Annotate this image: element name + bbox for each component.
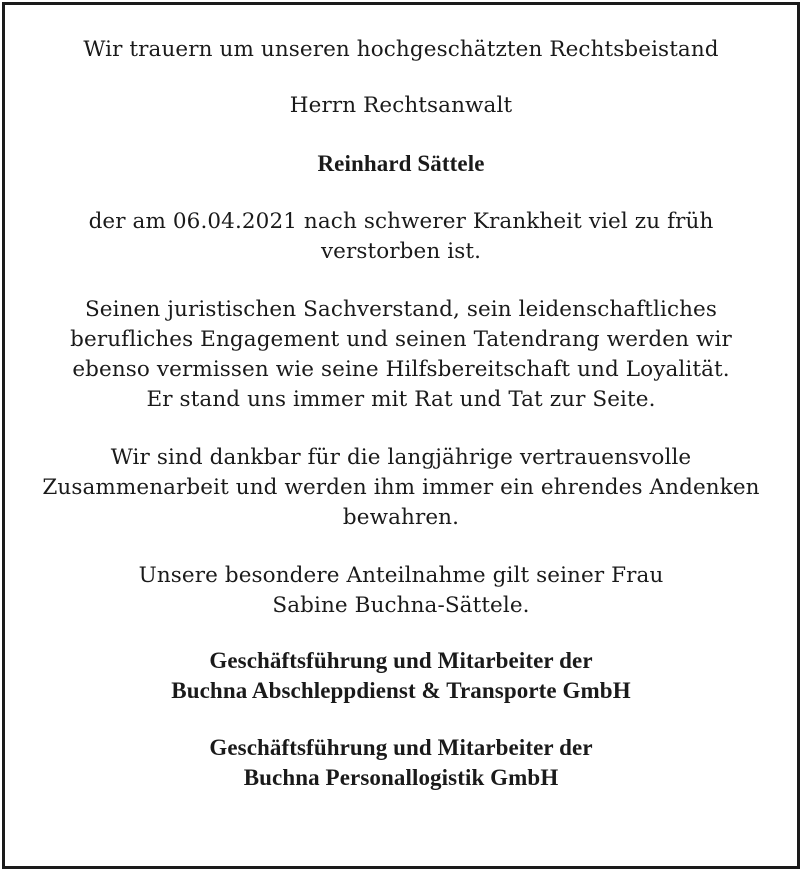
- thanks-line: bewahren.: [342, 505, 460, 530]
- date-line: der am 06.04.2021 nach schwerer Krankheit viel zu früh: [88, 209, 714, 234]
- praise-paragraph: [5, 295, 797, 415]
- name-line: Reinhard Sättele: [317, 151, 485, 176]
- praise-line: Er stand uns immer mit Rat und Tat zur Seite.: [146, 387, 656, 412]
- thanks-paragraph: [5, 443, 797, 533]
- deceased-title: [5, 91, 797, 121]
- thanks-line: Wir sind dankbar für die langjährige vertrauensvolle: [110, 445, 692, 470]
- obituary-frame: [2, 2, 800, 869]
- condolence-line: Unsere besondere Anteilnahme gilt seiner Frau: [138, 563, 664, 588]
- death-date-text: [5, 207, 797, 267]
- praise-line: Seinen juristischen Sachverstand, sein leidenschaftliches: [84, 297, 718, 322]
- praise-line: berufliches Engagement und seinen Tatendrang werden wir: [70, 327, 732, 352]
- signature-line: Geschäftsführung und Mitarbeiter der: [209, 735, 593, 760]
- praise-line: ebenso vermissen wie seine Hilfsbereitschaft und Loyalität.: [72, 357, 730, 382]
- signature-block-2: [5, 733, 797, 793]
- thanks-line: Zusammenarbeit und werden ihm immer ein ehrendes Andenken: [42, 475, 760, 500]
- title-line: Herrn Rechtsanwalt: [289, 93, 513, 118]
- signature-block-1: [5, 646, 797, 706]
- condolence-line: Sabine Buchna-Sättele.: [272, 593, 530, 618]
- obituary-content: [5, 35, 797, 793]
- condolence-paragraph: [5, 561, 797, 621]
- signature-line: Geschäftsführung und Mitarbeiter der: [209, 648, 593, 673]
- signature-company: Buchna Personallogistik GmbH: [243, 765, 559, 790]
- signature-company: Buchna Abschleppdienst & Transporte GmbH: [171, 678, 631, 703]
- intro-line: Wir trauern um unseren hochgeschätzten Rechtsbeistand: [83, 37, 719, 62]
- deceased-name: [5, 149, 797, 179]
- date-line: verstorben ist.: [320, 239, 482, 264]
- intro-text: [5, 35, 797, 65]
